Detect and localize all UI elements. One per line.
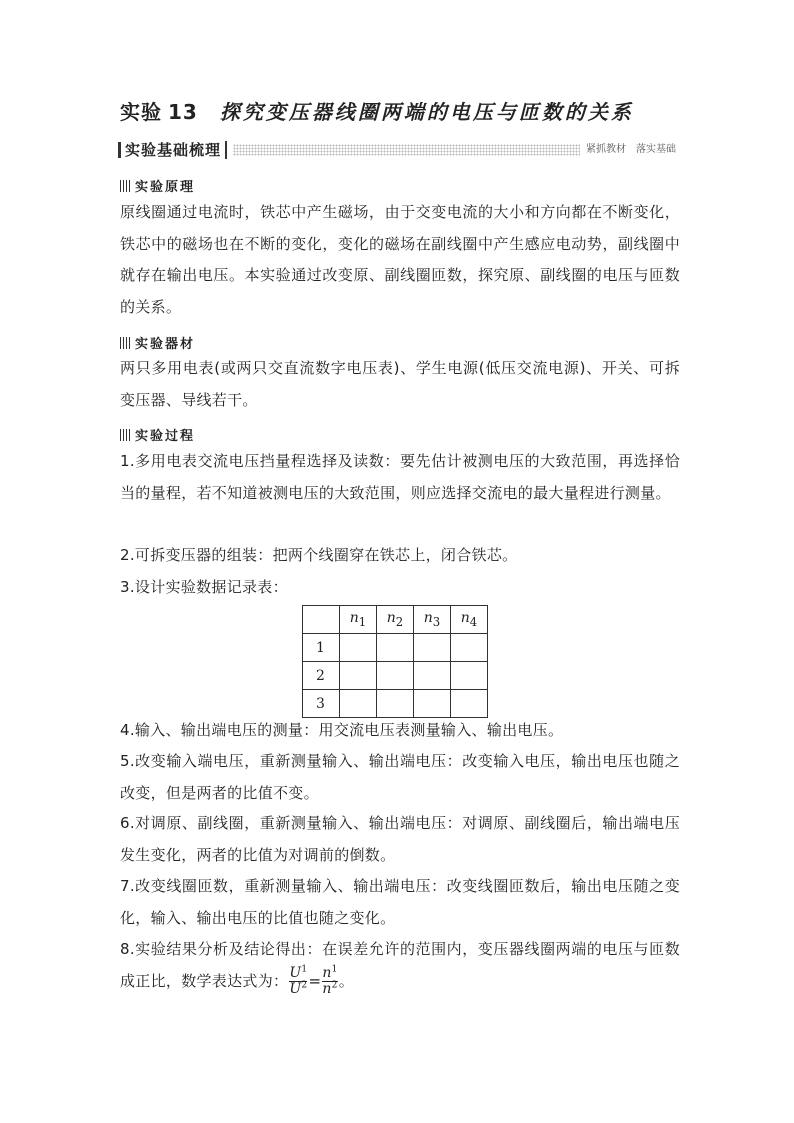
process-step-4: 4.输入、输出端电压的测量：用交流电压表测量输入、输出电压。 [120, 721, 564, 739]
process-step-3: 3.设计实验数据记录表： [120, 578, 288, 596]
table-header-cell: $n_3$ [414, 606, 451, 634]
table-cell [451, 690, 488, 718]
page-title [120, 96, 634, 125]
process-step-1: 1.多用电表交流电压挡量程选择及读数：要先估计被测电压的大致范围，再选择恰当的量程，若不知道被测电压的大致范围，则应选择交流电的最大量程进行测量。 [120, 452, 680, 502]
table-header-cell: $n_1$ [340, 606, 377, 634]
table-row-label: 3 [303, 690, 340, 718]
table-cell [340, 662, 377, 690]
table-row-label: 1 [303, 634, 340, 662]
table-cell [377, 634, 414, 662]
equipment-heading-text: 实验器材 [135, 337, 196, 352]
table-cell [377, 690, 414, 718]
section-label: 实验基础梳理 [125, 141, 227, 159]
table-row-label: 2 [303, 662, 340, 690]
section-tag: 紧抓教材 落实基础 [580, 141, 676, 159]
formula-equals: = [308, 971, 322, 990]
section-marker-icon [118, 142, 121, 158]
formula-end-mark: 。 [338, 971, 354, 990]
table-row [303, 662, 488, 690]
table-header-row [303, 606, 488, 634]
title-number: 13 [168, 100, 198, 124]
process-step-8-text: 8.实验结果分析及结论得出：在误差允许的范围内，变压器线圈两端的电压与匝数成正比，数学表达式为： [120, 940, 680, 990]
table-cell [340, 634, 377, 662]
process-heading [120, 425, 195, 444]
title-subject: 探究变压器线圈两端的电压与匝数的关系 [219, 100, 634, 124]
table-cell [451, 662, 488, 690]
table-cell [377, 662, 414, 690]
dotted-rule [233, 144, 676, 156]
data-record-table [302, 605, 488, 718]
process-step-6: 6.对调原、副线圈，重新测量输入、输出端电压：对调原、副线圈后，输出端电压发生变化，两者的比值为对调前的倒数。 [120, 814, 680, 864]
table-header-cell: $n_4$ [451, 606, 488, 634]
principle-heading-text: 实验原理 [135, 180, 196, 195]
table-row [303, 634, 488, 662]
section-header [118, 141, 676, 159]
table-corner-cell [303, 606, 340, 634]
process-step-7: 7.改变线圈匝数，重新测量输入、输出端电压：改变线圈匝数后，输出电压随之变化，输入、输出电压的比值也随之变化。 [120, 877, 680, 927]
turns-ratio-fraction: $\frac{n^1}{n^2}$ [322, 963, 338, 997]
voltage-ratio-fraction: $\frac{U^1}{U^2}$ [289, 963, 308, 997]
table-row [303, 690, 488, 718]
equipment-heading [120, 333, 195, 352]
equipment-paragraph: 两只多用电表(或两只交直流数字电压表)、学生电源(低压交流电源)、开关、可拆变压器、导线若干。 [120, 359, 680, 409]
heading-bullet-icon [120, 429, 131, 441]
table-cell [414, 690, 451, 718]
title-prefix: 实验 [120, 100, 162, 124]
table-header-cell: $n_2$ [377, 606, 414, 634]
table-cell [340, 690, 377, 718]
principle-paragraph: 原线圈通过电流时，铁芯中产生磁场，由于交变电流的大小和方向都在不断变化，铁芯中的磁场也在不断的变化，变化的磁场在副线圈中产生感应电动势，副线圈中就存在输出电压。本实验通过改变原、副线圈匝数，探究原、副线圈的电压与匝数的关系。 [120, 203, 680, 316]
table-cell [414, 634, 451, 662]
process-step-5: 5.改变输入端电压，重新测量输入、输出端电压：改变输入电压，输出电压也随之改变，但是两者的比值不变。 [120, 752, 680, 802]
table-cell [414, 662, 451, 690]
heading-bullet-icon [120, 337, 131, 349]
process-step-2: 2.可拆变压器的组装：把两个线圈穿在铁芯上，闭合铁芯。 [120, 546, 518, 564]
process-heading-text: 实验过程 [135, 429, 196, 444]
table-cell [451, 634, 488, 662]
process-step-8 [120, 934, 680, 997]
principle-heading [120, 176, 195, 195]
heading-bullet-icon [120, 180, 131, 192]
